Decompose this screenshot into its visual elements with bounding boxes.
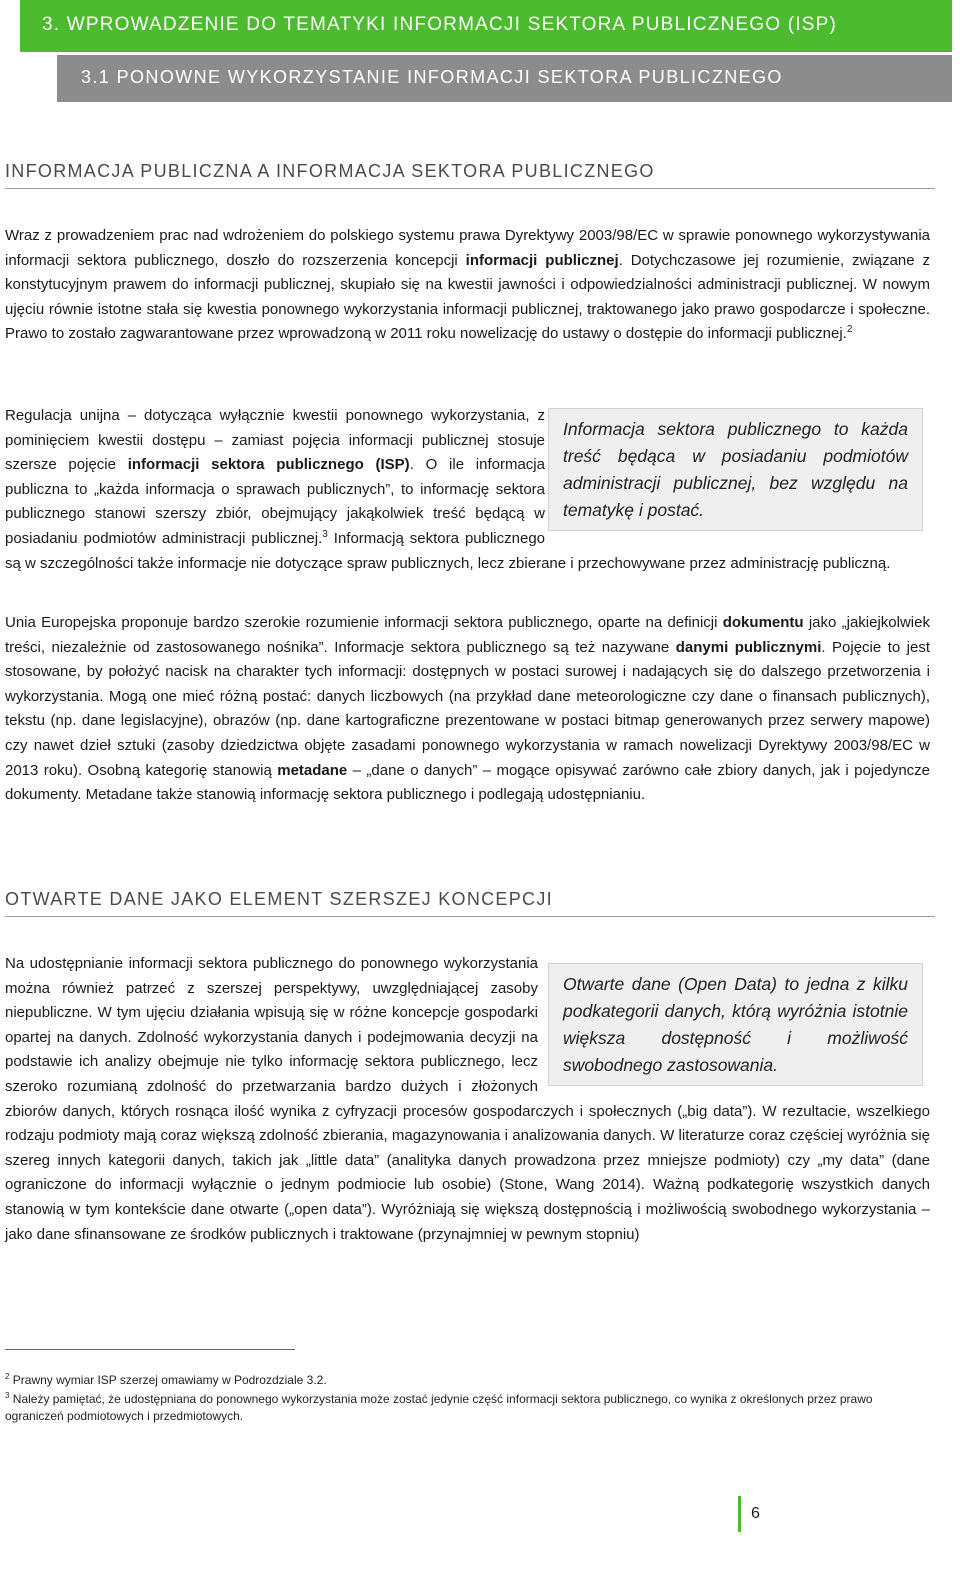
paragraph-4: Na udostępnianie informacji sektora publicznego do ponownego wykorzystania można również patrzeć z szerszej perspektywy, uwzględniającej zasoby niepubliczne. W tym ujęciu działania wpisują się w różne koncepcje gospodarki opartej na danych. Zdolność wykorzystania danych i podejmowania decyzji na podstawie ich analizy obejmuje nie tylko informację sektora publicznego, lecz szeroko rozumianą zdolność do przetwarzania bardzo dużych i złożonych zbiorów danych, których rosnąca ilość wynika z cyfryzacji procesów gospodarczych i społecznych („big data”). W rezultacie, wszelkiego rodzaju podmioty mają coraz większą zdolność zbierania, magazynowania i analizowania danych. W literaturze coraz częściej wyróżnia się szereg innych kategorii danych, takich jak „little data” (analityka danych prowadzona przez mniejsze podmioty) czy „my data” (dane ograniczone do informacji wyłącznie o jednym podmiocie lub osobie) (Stone, Wang 2014). Ważną podkategorię wszystkich danych stanowią w tym kontekście dane otwarte („open data”). Wyróżniają się większą dostępnością i możliwością swobodnego wykorzystania – jako dane sfinansowane ze środków publicznych i traktowane (przynajmniej w pewnym stopniu) bbox=[5, 952, 930, 1247]
chapter-title: 3. WPROWADZENIE DO TEMATYKI INFORMACJI SEKTORA PUBLICZNEGO (ISP) bbox=[42, 14, 838, 35]
paragraph-3: Unia Europejska proponuje bardzo szerokie rozumienie informacji sektora publicznego, oparte na definicji dokumentu jako „jakiejkolwiek treści, niezależnie od zastosowanego nośnika”. Informacje sektora publicznego są też nazywane danymi publicznymi. Pojęcie to jest stosowane, by położyć nacisk na charakter tych informacji: dostępnych w postaci surowej i nadających się do dalszego przetworzenia i wykorzystania. Mogą one mieć różną postać: danych liczbowych (na przykład dane meteorologiczne czy dane o finansach publicznych), tekstu (np. dane legislacyjne), obrazów (np. dane kartograficzne prezentowane w postaci bitmap generowanych przez serwery mapowe) czy nawet dzieł sztuki (zasoby dziedzictwa objęte zasadami ponownego wykorzystania w ramach nowelizacji Dyrektywy 2003/98/EC w 2013 roku). Osobną kategorię stanowią metadane – „dane o danych” – mogące opisywać zarówno całe zbiory danych, jak i pojedyncze dokumenty. Metadane także stanowią informację sektora publicznego i podlegają udostępnianiu. bbox=[5, 614, 931, 804]
chapter-title-band bbox=[20, 0, 952, 52]
footnote-divider bbox=[5, 1349, 295, 1350]
pull-quote-2: Otwarte dane (Open Data) to jedna z kilku podkategorii danych, którą wyróżnia istotnie większa dostępność i możliwość swobodnego zastosowania. bbox=[548, 963, 923, 1086]
page-number: 6 bbox=[738, 1496, 778, 1532]
paragraph-1: Wraz z prowadzeniem prac nad wdrożeniem do polskiego systemu prawa Dyrektywy 2003/98/EC w sprawie ponownego wykorzystywania informacji sektora publicznego, doszło do rozszerzenia koncepcji informacji publicznej. Dotychczasowe jej rozumienie, związane z konstytucyjnym prawem do informacji publicznej, skupiało się na kwestii jawności i odpowiedzialności administracji publicznej. W nowym ujęciu równie istotne stała się kwestia ponownego wykorzystania informacji publicznej, traktowanego jako prawo gospodarcze i społeczne. Prawo to zostało zagwarantowane przez wprowadzoną w 2011 roku nowelizację do ustawy o dostępie do informacji publicznej.$^2$ bbox=[5, 227, 931, 343]
footnote-ref-2: 2 bbox=[846, 324, 853, 336]
subsection-heading-2: OTWARTE DANE JAKO ELEMENT SZERSZEJ KONCEPCJI bbox=[5, 889, 935, 917]
pull-quote-1: Informacja sektora publicznego to każda treść będąca w posiadaniu podmiotów administracji publicznej, bez względu na tematykę i postać. bbox=[548, 408, 923, 531]
footnote-2: $^2$ Prawny wymiar ISP szerzej omawiamy w Podrozdziale 3.2. bbox=[5, 1372, 327, 1387]
section-title-band bbox=[57, 55, 952, 102]
section-title: 3.1 PONOWNE WYKORZYSTANIE INFORMACJI SEKTORA PUBLICZNEGO bbox=[81, 67, 783, 87]
float-spacer bbox=[538, 952, 930, 1090]
footnote-ref-3: 3 bbox=[322, 528, 328, 540]
float-spacer bbox=[545, 404, 930, 530]
footnote-3: $^3$ Należy pamiętać, że udostępniana do ponownego wykorzystania może zostać jedynie część informacji sektora publicznego, co wynika z określonych przez prawo ograniczeń podmiotowych i przedmiotowych. bbox=[5, 1391, 873, 1423]
subsection-heading-1: INFORMACJA PUBLICZNA A INFORMACJA SEKTORA PUBLICZNEGO bbox=[5, 161, 935, 189]
paragraph-2: Regulacja unijna – dotycząca wyłącznie kwestii ponownego wykorzystania, z pominięciem kwestii dostępu – zamiast pojęcia informacji publicznej stosuje szersze pojęcie informacji sektora publicznego (ISP). O ile informacja publiczna to „każda informacja o sprawach publicznych”, to informację sektora publicznego stanowi szerszy zbiór, obejmujący jakąkolwiek treść będącą w posiadaniu podmiotów administracji publicznej.$^3$ Informacją sektora publicznego są w szczególności także informacje nie dotyczące spraw publicznych, lecz zbierane i przechowywane przez administrację publiczną. bbox=[5, 404, 930, 576]
